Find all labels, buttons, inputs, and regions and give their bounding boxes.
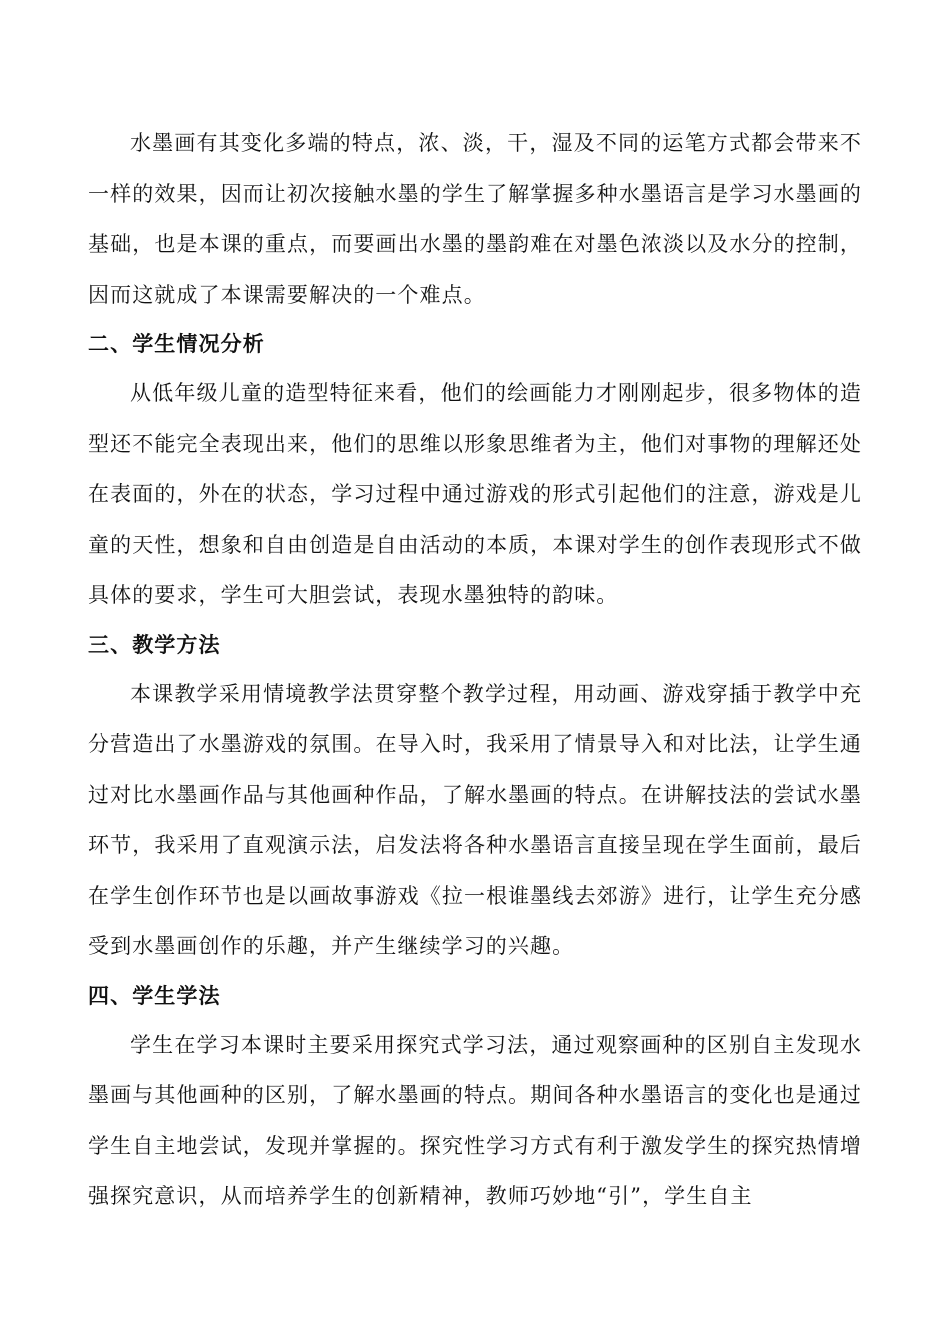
section-heading-learning-method: 四、学生学法 [88,983,221,1008]
intro-paragraph: 水墨画有其变化多端的特点，浓、淡，干，湿及不同的运笔方式都会带来不一样的效果，因而让初次接触水墨的学生了解掌握多种水墨语言是学习水墨画的基础，也是本课的重点，而要画出水墨的墨韵难在对墨色浓淡以及水分的控制，因而这就成了本课需要解决的一个难点。 [88,131,862,307]
section-paragraph-learning-method: 学生在学习本课时主要采用探究式学习法，通过观察画种的区别自主发现水墨画与其他画种的区别，了解水墨画的特点。期间各种水墨语言的变化也是通过学生自主地尝试，发现并掌握的。探究性学习方式有利于激发学生的探究热情增强探究意识，从而培养学生的创新精神，教师巧妙地“引”，学生自主 [88,1032,862,1208]
document-body [88,118,862,1222]
section-paragraph-student-analysis: 从低年级儿童的造型特征来看，他们的绘画能力才刚刚起步，很多物体的造型还不能完全表现出来，他们的思维以形象思维者为主，他们对事物的理解还处在表面的，外在的状态，学习过程中通过游戏的形式引起他们的注意，游戏是儿童的天性，想象和自由创造是自由活动的本质，本课对学生的创作表现形式不做具体的要求，学生可大胆尝试，表现水墨独特的韵味。 [88,381,862,607]
section-paragraph-teaching-method: 本课教学采用情境教学法贯穿整个教学过程，用动画、游戏穿插于教学中充分营造出了水墨游戏的氛围。在导入时，我采用了情景导入和对比法，让学生通过对比水墨画作品与其他画种作品，了解水墨画的特点。在讲解技法的尝试水墨环节，我采用了直观演示法，启发法将各种水墨语言直接呈现在学生面前，最后在学生创作环节也是以画故事游戏《拉一根谁墨线去郊游》进行，让学生充分感受到水墨画创作的乐趣，并产生继续学习的兴趣。 [88,681,862,958]
section-heading-student-analysis: 二、学生情况分析 [88,332,265,356]
section-heading-teaching-method: 三、教学方法 [88,632,221,657]
